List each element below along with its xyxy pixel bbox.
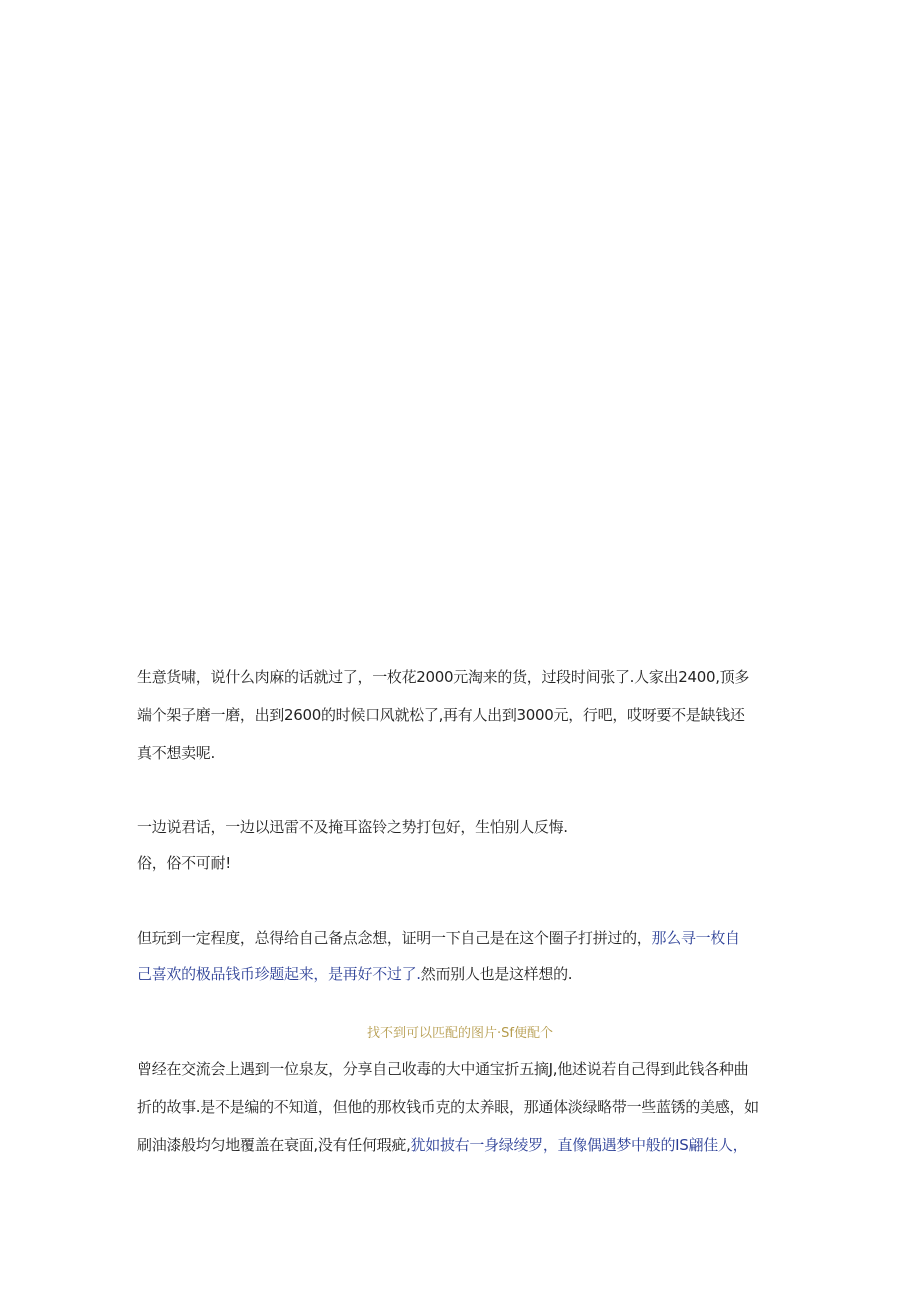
paragraph-3-line-2 [137, 964, 787, 984]
paragraph-4-line-3 [137, 1135, 787, 1155]
paragraph-1-line-3: 真不想卖呢. [137, 744, 215, 762]
paragraph-4-line-3-plain: 刷油漆般均匀地覆盖在衰面,没有任何瑕疵, [137, 1136, 411, 1154]
image-caption: 找不到可以匹配的图片·Sf便配个 [367, 1026, 553, 1041]
paragraph-2-line-2: 俗，俗不可耐! [137, 854, 231, 872]
paragraph-4-line-2: 折的故事.是不是编的不知道，但他的那枚钱币克的太养眼，那通体淡绿略带一些蓝锈的美感，如 [137, 1098, 759, 1116]
paragraph-2-line-1: 一边说君话，一边以迅雷不及掩耳盗铃之势打包好，生怕别人反悔. [137, 818, 568, 836]
paragraph-3-line-1-plain: 但玩到一定程度，总得给自己备点念想，证明一下自己是在这个圈子打拼过的， [137, 929, 652, 947]
paragraph-4-line-1: 曾经在交流会上遇到一位泉友，分享自己收毒的大中通宝折五摘J,他述说若自己得到此钱各种曲 [137, 1060, 749, 1078]
paragraph-1-line-2: 端个架子磨一磨，出到2600的时候口风就松了,再有人出到3000元，行吧，哎呀要不是缺钱还 [137, 706, 745, 724]
paragraph-1-line-1: 生意货啸，说什么肉麻的话就过了，一枚花2000元淘来的货，过段时间张了.人家出2400,顶多 [137, 668, 750, 686]
paragraph-3-line-2-highlight: 己喜欢的极品钱币珍题起来，是再好不过了. [137, 965, 421, 983]
paragraph-3-line-1-highlight: 那么寻一枚自 [651, 929, 740, 947]
paragraph-3-line-1 [137, 928, 787, 948]
paragraph-4-line-3-highlight: 犹如披右一身绿绫罗，直像偶遇梦中般的IS翩佳人， [410, 1136, 748, 1154]
paragraph-3-line-2-plain: 然而别人也是这样想的. [420, 965, 573, 983]
